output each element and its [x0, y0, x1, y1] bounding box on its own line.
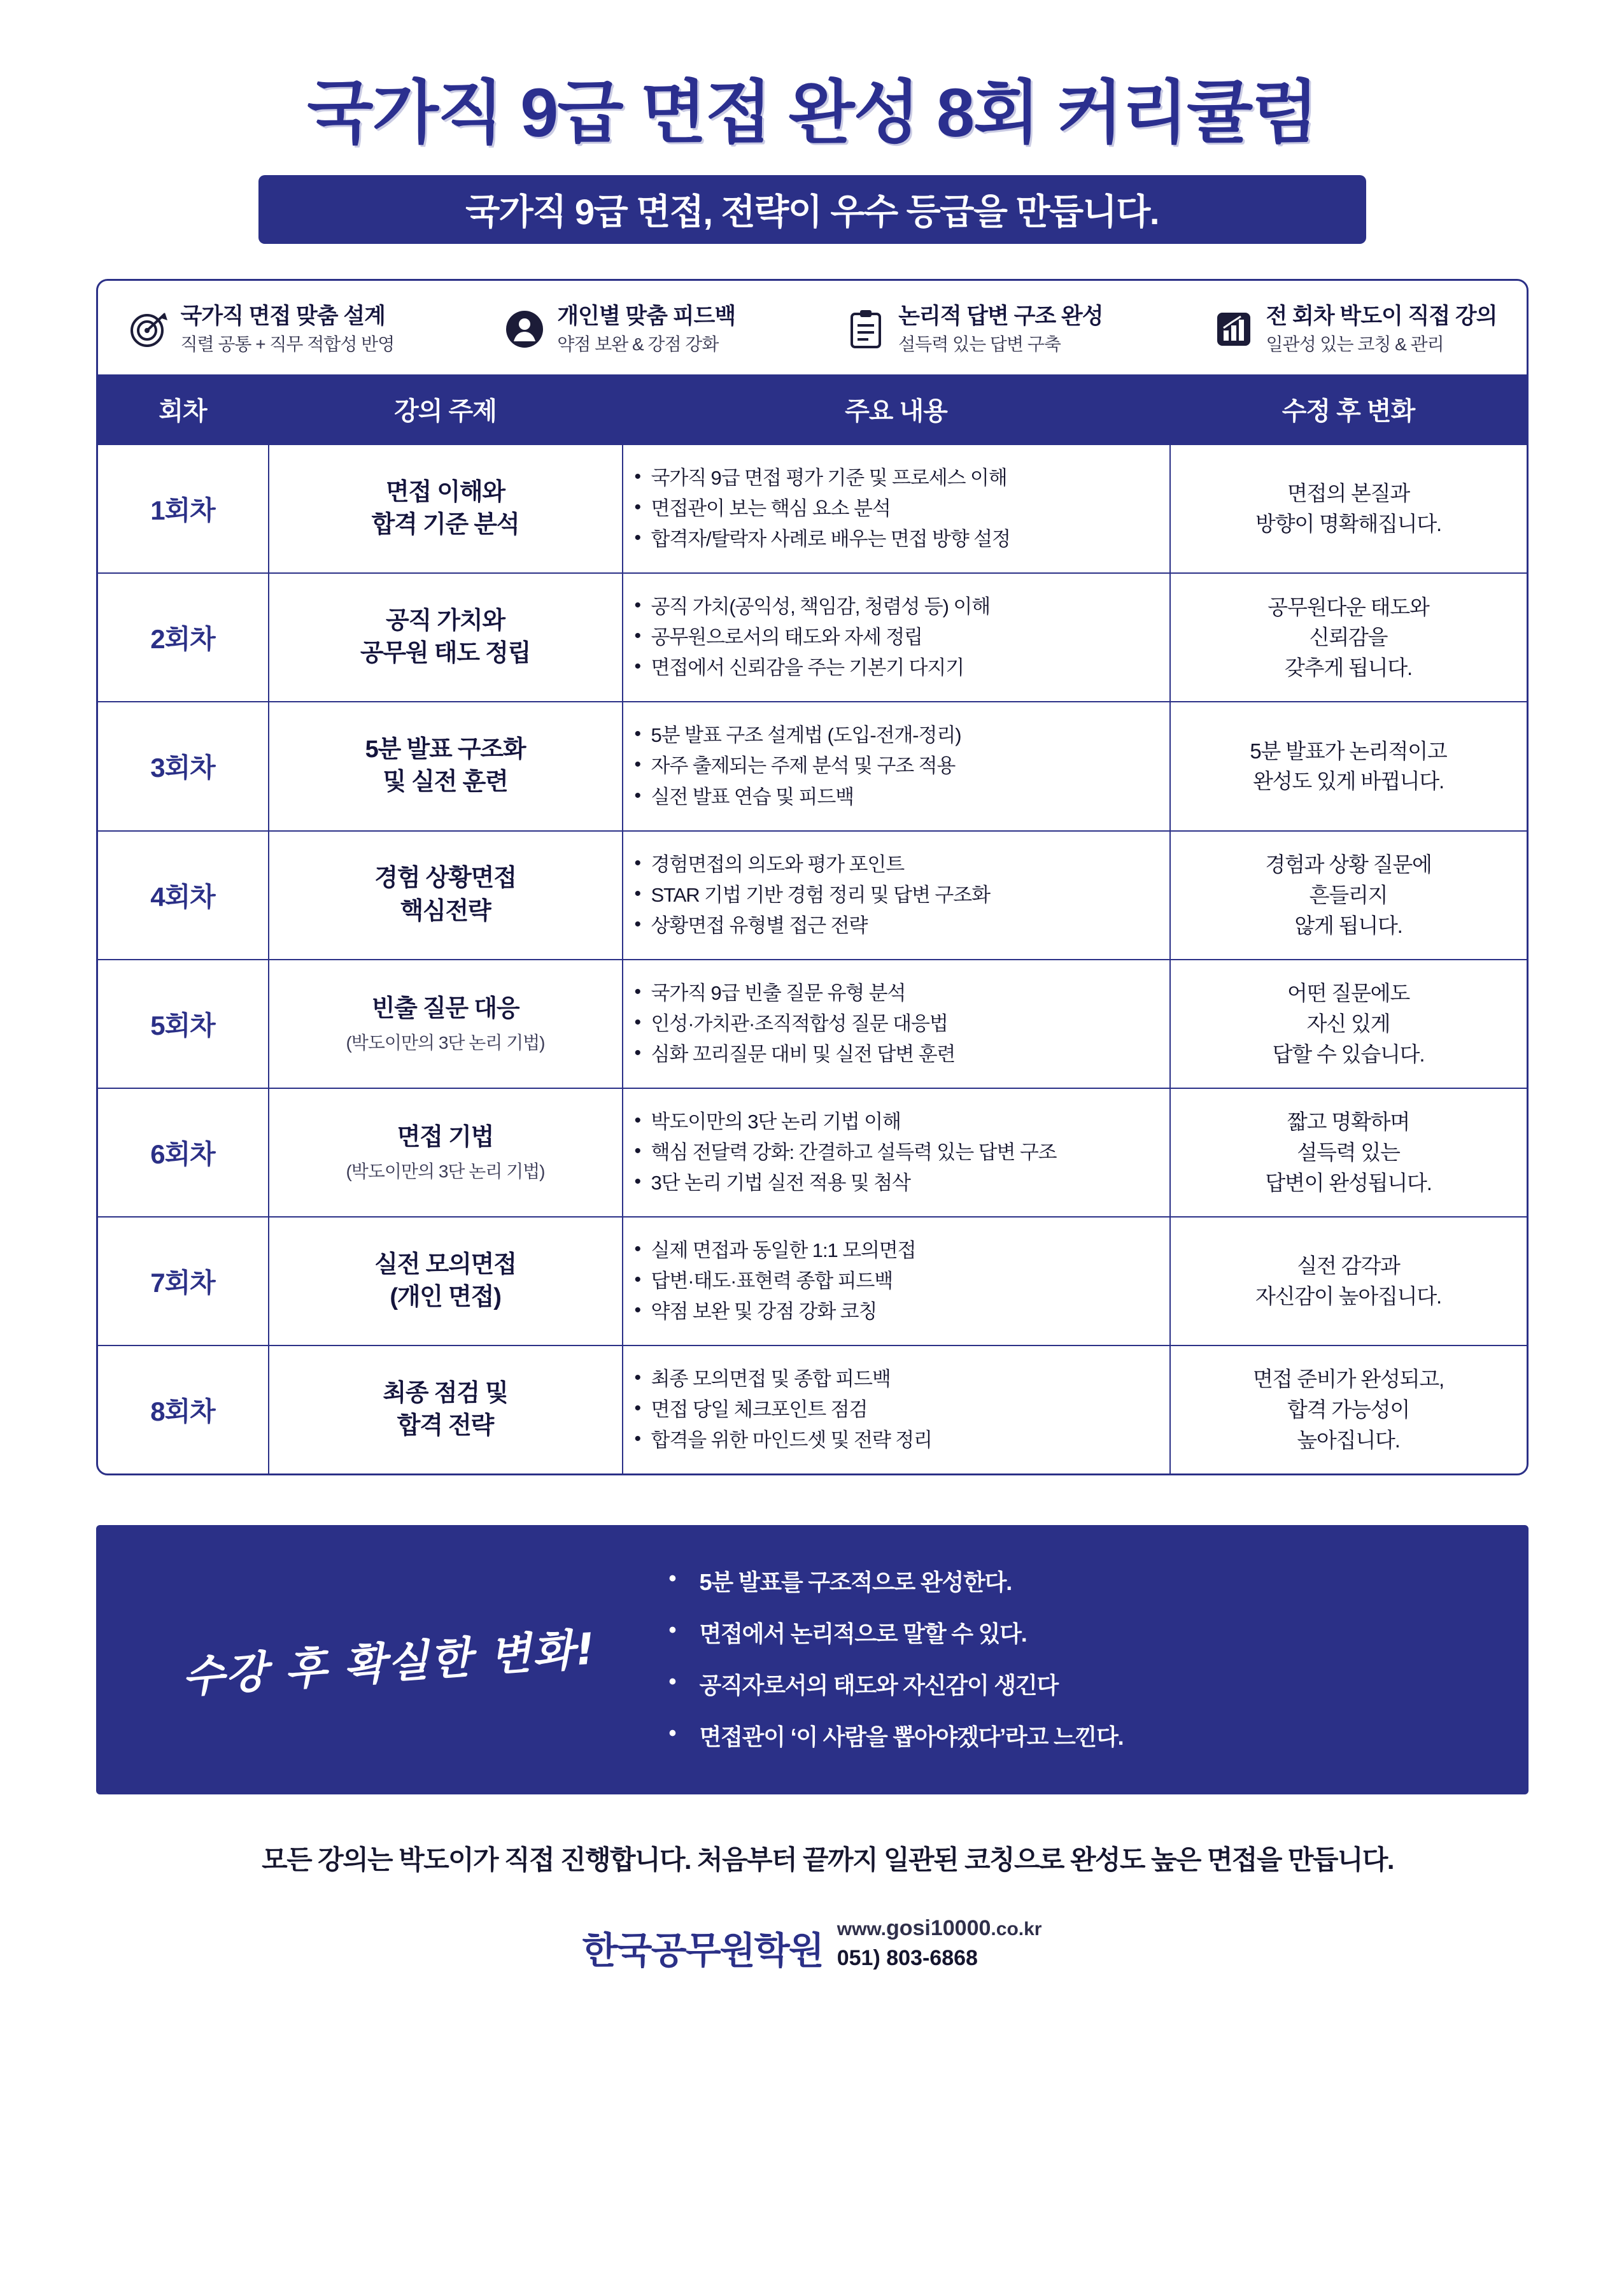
change-line-1: 어떤 질문에도 [1287, 981, 1410, 1005]
subtitle-text: 국가직 9급 면접, 전략이 우수 등급을 만듭니다. [465, 192, 1159, 232]
topic-line-1: 공직 가치와 [386, 607, 505, 635]
topic-line-1: 빈출 질문 대응 [371, 995, 519, 1023]
cell-session: 7회차 [98, 1217, 269, 1345]
topic-line-2: (개인 면접) [390, 1284, 501, 1311]
contact-block [837, 1915, 1042, 1974]
change-line-2: 자신 있게 [1306, 1011, 1390, 1035]
feature-sub: 설득력 있는 답변 구축 [898, 334, 1061, 355]
topic-line-2: 합격 전략 [397, 1412, 494, 1440]
content-bullet: • 공무원으로서의 태도와 자세 정립 [632, 622, 1161, 653]
change-line-3: 높아집니다. [1297, 1428, 1400, 1452]
change-line-3: 갖추게 됩니다. [1284, 656, 1412, 680]
cell-session: 5회차 [98, 960, 269, 1088]
content-bullet: • 약점 보완 및 강점 강화 코칭 [632, 1296, 1161, 1327]
column-header-session: 회차 [98, 374, 269, 444]
cell-change [1170, 702, 1527, 830]
list-item: • 면접관이 ‘이 사람을 뽑아야겠다’라고 느낀다. [663, 1712, 1484, 1763]
change-line-1: 면접 준비가 완성되고, [1252, 1367, 1444, 1391]
cell-session: 6회차 [98, 1088, 269, 1217]
content-bullet: • 자주 출제되는 주제 분석 및 구조 적용 [632, 751, 1161, 781]
cell-content [623, 1088, 1170, 1217]
cell-change [1170, 960, 1527, 1088]
feature-title: 논리적 답변 구조 완성 [898, 304, 1103, 329]
feature-title: 국가직 면접 맞춤 설계 [180, 304, 385, 329]
content-bullet: • 면접에서 신뢰감을 주는 기본기 다지기 [632, 653, 1161, 683]
change-line-1: 면접의 본질과 [1287, 481, 1410, 506]
topic-subnote: (박도이만의 3단 논리 기법) [346, 1161, 545, 1181]
change-line-2: 설득력 있는 [1297, 1140, 1400, 1164]
cell-session: 3회차 [98, 702, 269, 830]
feature-title: 개인별 맞춤 피드백 [557, 304, 736, 329]
cell-change [1170, 1345, 1527, 1473]
page-title: 국가직 9급 면접 완성 8회 커리큘럼 [307, 74, 1317, 151]
table-header-row [98, 374, 1527, 444]
topic-subnote: (박도이만의 3단 논리 기법) [346, 1032, 545, 1053]
column-header-topic: 강의 주제 [269, 374, 623, 444]
content-bullet: • 최종 모의면접 및 종합 피드백 [632, 1364, 1161, 1395]
table-row [98, 831, 1527, 960]
content-bullet: • 면접관이 보는 핵심 요소 분석 [632, 493, 1161, 524]
list-item: • 5분 발표를 구조적으로 완성한다. [663, 1557, 1484, 1608]
feature-strip [98, 281, 1527, 374]
cell-change [1170, 1217, 1527, 1345]
content-bullet: • 실전 발표 연습 및 피드백 [632, 782, 1161, 813]
cell-topic [269, 1345, 623, 1473]
content-bullet: • 심화 꼬리질문 대비 및 실전 답변 훈련 [632, 1039, 1161, 1070]
cell-topic [269, 702, 623, 830]
topic-line-1: 5분 발표 구조화 [365, 736, 526, 763]
change-line-3: 답할 수 있습니다. [1272, 1042, 1425, 1066]
content-bullet: • 인성·가치관·조직적합성 질문 대응법 [632, 1009, 1161, 1039]
table-row [98, 1217, 1527, 1345]
feature-item-2 [504, 302, 735, 355]
cell-content [623, 831, 1170, 960]
table-row [98, 1088, 1527, 1217]
curriculum-table [98, 374, 1527, 1473]
feature-item-3 [845, 302, 1103, 355]
content-bullet: • 국가직 9급 빈출 질문 유형 분석 [632, 978, 1161, 1009]
content-bullet: • 답변·태도·표현력 종합 피드백 [632, 1266, 1161, 1296]
topic-line-2: 핵심전략 [400, 897, 491, 925]
cell-topic [269, 444, 623, 573]
table-row [98, 444, 1527, 573]
curriculum-card [96, 279, 1529, 1475]
phone-number: 051) 803-6868 [837, 1946, 978, 1971]
cell-content [623, 1345, 1170, 1473]
change-line-2: 흔들리지 [1309, 883, 1388, 907]
footer-brand [95, 1915, 1529, 1974]
change-line-2: 방향이 명확해집니다. [1255, 512, 1442, 536]
table-row [98, 1345, 1527, 1473]
cell-session: 8회차 [98, 1345, 269, 1473]
change-line-1: 실전 감각과 [1297, 1254, 1400, 1278]
content-bullet: • 실제 면접과 동일한 1:1 모의면접 [632, 1235, 1161, 1266]
content-bullet: • 상황면접 유형별 접근 전략 [632, 911, 1161, 941]
feature-sub: 직렬 공통 + 직무 적합성 반영 [180, 334, 395, 355]
content-bullet: • 3단 논리 기법 실전 적용 및 첨삭 [632, 1168, 1161, 1198]
cell-change [1170, 573, 1527, 702]
result-banner [96, 1525, 1529, 1794]
content-bullet: • 핵심 전달력 강화: 간결하고 설득력 있는 답변 구조 [632, 1137, 1161, 1168]
change-line-2: 신뢰감을 [1309, 625, 1388, 650]
topic-line-2: 공무원 태도 정립 [360, 640, 531, 667]
change-line-1: 짧고 명확하며 [1287, 1110, 1410, 1134]
website-text [837, 1915, 1042, 1942]
target-icon [127, 308, 169, 350]
footer-note: 모든 강의는 박도이가 직접 진행합니다. 처음부터 끝까지 일관된 코칭으로 완성도 높은 면접을 만듭니다. [262, 1845, 1394, 1875]
table-row [98, 960, 1527, 1088]
content-bullet: • 국가직 9급 면접 평가 기준 및 프로세스 이해 [632, 463, 1161, 493]
change-line-1: 5분 발표가 논리적이고 [1250, 739, 1447, 763]
table-row [98, 702, 1527, 830]
result-list [637, 1557, 1484, 1763]
cell-topic [269, 573, 623, 702]
person-icon [504, 308, 546, 350]
change-line-3: 답변이 완성됩니다. [1265, 1170, 1432, 1195]
feature-sub: 약점 보완 & 강점 강화 [557, 334, 719, 355]
cell-session: 2회차 [98, 573, 269, 702]
feature-sub: 일관성 있는 코칭 & 관리 [1266, 334, 1444, 355]
cell-content [623, 702, 1170, 830]
topic-line-1: 실전 모의면접 [374, 1251, 516, 1278]
result-headline: 수강 후 확실한 변화! [180, 1624, 598, 1703]
topic-line-1: 최종 점검 및 [383, 1379, 508, 1407]
content-bullet: • 5분 발표 구조 설계법 (도입-전개-정리) [632, 720, 1161, 751]
topic-line-2: 합격 기준 분석 [371, 511, 519, 539]
list-item: • 면접에서 논리적으로 말할 수 있다. [663, 1608, 1484, 1660]
site-prefix: www. [837, 1919, 886, 1940]
cell-session: 4회차 [98, 831, 269, 960]
change-line-2: 자신감이 높아집니다. [1255, 1284, 1442, 1309]
cell-content [623, 444, 1170, 573]
clipboard-icon [845, 308, 887, 350]
academy-name: 한국공무원학원 [582, 1930, 823, 1972]
change-line-3: 않게 됩니다. [1294, 913, 1402, 937]
cell-session: 1회차 [98, 444, 269, 573]
topic-line-1: 경험 상황면접 [374, 865, 516, 892]
content-bullet: • 합격자/탈락자 사례로 배우는 면접 방향 설정 [632, 524, 1161, 555]
feature-item-4 [1213, 302, 1497, 355]
column-header-content: 주요 내용 [623, 374, 1170, 444]
bar-chart-icon [1213, 308, 1255, 350]
topic-line-2: 및 실전 훈련 [383, 769, 508, 796]
subtitle-banner [258, 175, 1366, 244]
topic-line-1: 면접 기법 [397, 1124, 494, 1151]
cell-change [1170, 831, 1527, 960]
content-bullet: • 박도이만의 3단 논리 기법 이해 [632, 1107, 1161, 1137]
site-main: gosi10000 [886, 1916, 991, 1941]
site-suffix: .co.kr [991, 1919, 1042, 1940]
change-line-1: 공무원다운 태도와 [1267, 595, 1429, 619]
list-item: • 공직자로서의 태도와 자신감이 생긴다 [663, 1660, 1484, 1712]
cell-content [623, 1217, 1170, 1345]
content-bullet: • 공직 가치(공익성, 책임감, 청렴성 등) 이해 [632, 592, 1161, 622]
topic-line-1: 면접 이해와 [386, 478, 505, 506]
cell-change [1170, 1088, 1527, 1217]
column-header-change: 수정 후 변화 [1170, 374, 1527, 444]
table-row [98, 573, 1527, 702]
feature-item-1 [127, 302, 395, 355]
content-bullet: • 경험면접의 의도와 평가 포인트 [632, 849, 1161, 880]
feature-title: 전 회차 박도이 직접 강의 [1266, 304, 1497, 329]
content-bullet: • 합격을 위한 마인드셋 및 전략 정리 [632, 1425, 1161, 1456]
cell-content [623, 960, 1170, 1088]
cell-content [623, 573, 1170, 702]
cell-topic [269, 831, 623, 960]
cell-change [1170, 444, 1527, 573]
change-line-2: 완성도 있게 바뀝니다. [1252, 769, 1444, 793]
cell-topic [269, 1088, 623, 1217]
change-line-2: 합격 가능성이 [1287, 1398, 1410, 1422]
change-line-1: 경험과 상황 질문에 [1265, 852, 1432, 876]
cell-topic [269, 960, 623, 1088]
cell-topic [269, 1217, 623, 1345]
content-bullet: • 면접 당일 체크포인트 점검 [632, 1395, 1161, 1425]
content-bullet: • STAR 기법 기반 경험 정리 및 답변 구조화 [632, 880, 1161, 911]
